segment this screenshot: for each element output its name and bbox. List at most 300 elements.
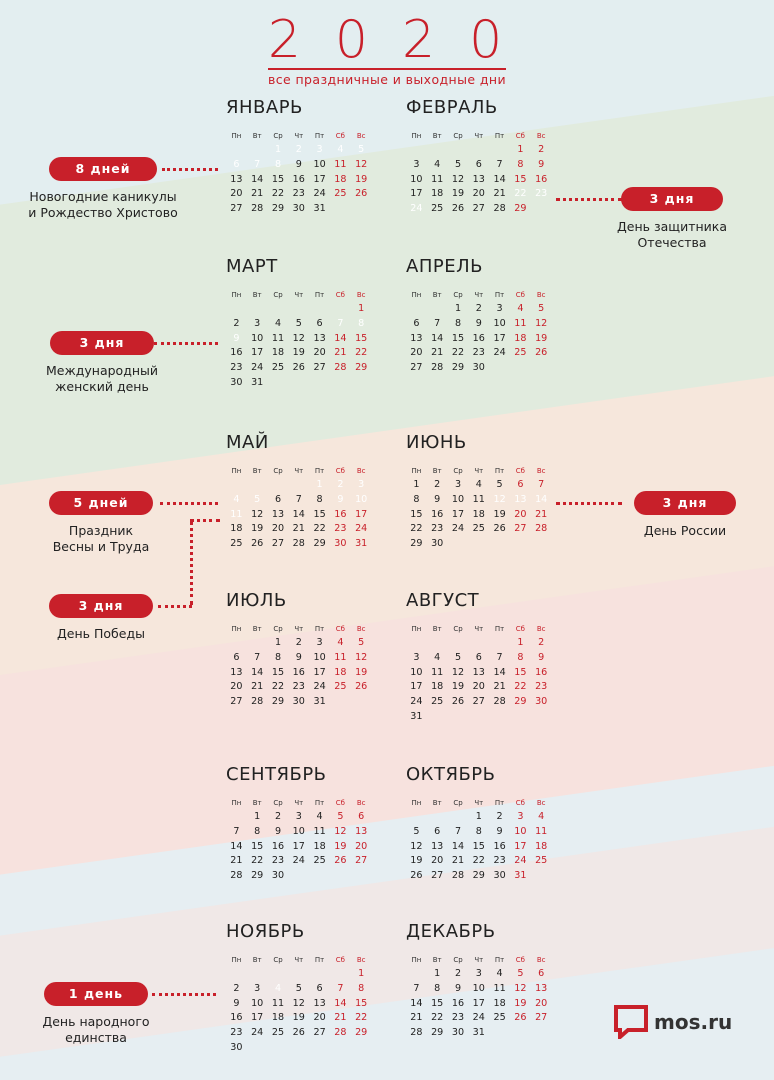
weekday-label: Вс (356, 625, 366, 633)
week-row (406, 522, 566, 537)
day: 15 (271, 666, 285, 678)
empty-cell (330, 376, 351, 391)
weekday-label: Чт (474, 467, 484, 475)
weekend-day: 19 (355, 666, 368, 678)
holiday-count-badge: 5 дней (49, 491, 153, 515)
weekday-header (406, 953, 566, 967)
weekday-header (226, 796, 386, 810)
day: 11 (431, 666, 444, 678)
holiday-day: 8 (351, 317, 372, 332)
day: 26 (251, 538, 264, 550)
empty-cell (489, 143, 510, 158)
weekday-label: Сб (335, 799, 345, 807)
weekend-day: 7 (337, 982, 344, 994)
weekend-day: 9 (538, 651, 545, 663)
empty-cell (489, 710, 510, 725)
week-row (406, 143, 566, 158)
week-row (406, 680, 566, 695)
day: 6 (316, 317, 323, 329)
holiday-day: 1 (309, 478, 330, 493)
holiday-day: 5 (351, 143, 372, 158)
day: 23 (292, 681, 305, 693)
holiday-name: День Победы (57, 626, 145, 641)
day: 1 (274, 637, 282, 648)
weekend-day: 18 (535, 840, 548, 852)
month-name: ИЮЛЬ (226, 590, 287, 611)
day: 25 (431, 696, 444, 708)
weekday-label: Чт (474, 291, 484, 299)
week-row (226, 825, 386, 840)
day: 28 (230, 870, 243, 882)
day: 9 (274, 825, 282, 837)
month-name: ИЮНЬ (406, 432, 467, 453)
month-8 (406, 590, 566, 725)
holiday-day: 10 (351, 493, 372, 508)
holiday-name: День защитника Отечества (617, 219, 727, 250)
day: 6 (475, 158, 482, 170)
weekday-label: Пт (314, 132, 325, 140)
empty-cell (309, 869, 330, 884)
weekday-label: Сб (515, 799, 525, 807)
connector-may-labour (160, 502, 218, 505)
weekend-day: 20 (355, 840, 368, 852)
weekday-label: Чт (294, 956, 304, 964)
weekday-header (226, 288, 386, 302)
empty-cell (330, 695, 351, 710)
empty-cell (531, 1026, 552, 1041)
week-row (226, 537, 386, 552)
week-row (226, 869, 386, 884)
holiday-name: Международный женский день (46, 363, 158, 394)
day: 19 (451, 681, 465, 693)
weekday-label: Пн (231, 132, 242, 140)
day: 3 (454, 479, 462, 490)
day: 21 (431, 347, 444, 359)
empty-cell (468, 636, 489, 651)
day: 29 (431, 1027, 444, 1039)
day: 17 (251, 347, 264, 359)
empty-cell (531, 202, 552, 217)
empty-cell (247, 302, 268, 317)
day: 20 (431, 855, 444, 867)
empty-cell (406, 967, 427, 982)
day: 10 (251, 332, 264, 344)
day: 30 (431, 538, 444, 550)
holiday-day: 24 (406, 202, 427, 217)
empty-cell (406, 302, 427, 317)
day: 2 (496, 811, 503, 822)
week-row (226, 202, 386, 217)
empty-cell (406, 636, 427, 651)
day: 12 (451, 173, 465, 185)
day: 9 (233, 997, 240, 1009)
day: 12 (451, 666, 465, 678)
day: 24 (472, 1012, 485, 1024)
weekend-day: 20 (514, 508, 527, 520)
weekend-day: 19 (535, 332, 548, 344)
weekend-day: 15 (514, 173, 527, 185)
week-row (226, 666, 386, 681)
day: 13 (230, 666, 243, 678)
weekday-label: Вт (432, 799, 442, 807)
weekday-label: Пт (494, 132, 505, 140)
empty-cell (330, 967, 351, 982)
empty-cell (309, 376, 330, 391)
day: 11 (472, 493, 485, 505)
holiday-day: 14 (531, 493, 552, 508)
weekday-label: Вс (356, 291, 366, 299)
weekend-day: 14 (334, 997, 347, 1009)
weekday-label: Ср (273, 625, 283, 633)
weekday-label: Пн (231, 956, 242, 964)
day: 24 (251, 1027, 264, 1039)
day: 9 (454, 982, 462, 994)
day: 27 (313, 362, 326, 374)
day: 26 (493, 523, 506, 535)
callout-march (30, 331, 174, 395)
empty-cell (351, 376, 372, 391)
weekend-day: 5 (337, 811, 344, 822)
week-row (226, 493, 386, 508)
day: 27 (472, 203, 485, 215)
day: 10 (451, 493, 465, 505)
day: 7 (434, 317, 441, 329)
holiday-day: 8 (268, 158, 289, 173)
day: 23 (292, 188, 305, 200)
empty-cell (288, 869, 309, 884)
day: 21 (410, 1012, 423, 1024)
month-name: АВГУСТ (406, 590, 480, 611)
day: 16 (230, 1012, 243, 1024)
month-9 (226, 764, 386, 884)
day: 19 (451, 188, 465, 200)
holiday-day: 5 (247, 493, 268, 508)
day: 23 (271, 855, 285, 867)
speech-bubble-icon (614, 1005, 648, 1039)
connector-may-victory-h1 (158, 605, 192, 608)
day: 29 (313, 538, 326, 550)
day: 10 (410, 173, 423, 185)
week-row (406, 508, 566, 523)
weekday-label: Вт (252, 291, 262, 299)
day: 15 (410, 508, 423, 520)
callout-june (614, 491, 756, 539)
weekend-day: 20 (535, 997, 548, 1009)
day: 1 (475, 811, 482, 822)
week-row (226, 854, 386, 869)
day: 2 (233, 982, 240, 994)
weekend-day: 7 (538, 479, 545, 490)
weekend-day: 17 (514, 840, 527, 852)
day: 8 (413, 493, 420, 505)
empty-cell (226, 478, 247, 493)
day: 17 (251, 1012, 264, 1024)
day: 30 (230, 1041, 243, 1053)
weekend-day: 25 (514, 347, 527, 359)
day: 25 (271, 1027, 285, 1039)
weekend-day: 27 (355, 855, 368, 867)
weekday-label: Чт (294, 625, 304, 633)
weekend-day: 15 (355, 332, 368, 344)
week-row (226, 651, 386, 666)
week-row (406, 854, 566, 869)
day: 6 (413, 317, 420, 329)
day: 18 (271, 1012, 285, 1024)
day: 31 (313, 203, 326, 215)
day: 15 (431, 997, 444, 1009)
day: 3 (316, 637, 323, 648)
holiday-day: 2 (330, 478, 351, 493)
weekday-label: Пн (231, 291, 242, 299)
day: 25 (431, 203, 444, 215)
day: 23 (230, 362, 243, 374)
day: 8 (274, 651, 282, 663)
weekend-day: 29 (355, 1027, 368, 1039)
weekday-label: Пн (411, 625, 422, 633)
month-4 (406, 256, 566, 376)
day: 3 (413, 158, 420, 170)
weekend-day: 12 (334, 825, 347, 837)
weekday-label: Сб (335, 956, 345, 964)
holiday-day: 1 (268, 143, 289, 158)
day: 13 (472, 666, 485, 678)
weekend-day: 21 (535, 508, 548, 520)
day: 20 (313, 347, 326, 359)
week-row (406, 317, 566, 332)
empty-cell (330, 869, 351, 884)
week-row (226, 982, 386, 997)
day: 10 (410, 666, 423, 678)
day: 22 (431, 1012, 444, 1024)
day: 21 (251, 681, 264, 693)
day: 22 (271, 188, 285, 200)
empty-cell (531, 537, 552, 552)
weekday-label: Ср (273, 132, 283, 140)
empty-cell (288, 478, 309, 493)
weekday-header (226, 129, 386, 143)
day: 12 (251, 508, 264, 520)
weekday-label: Ср (273, 799, 283, 807)
weekend-day: 22 (514, 681, 527, 693)
day: 22 (271, 681, 285, 693)
weekend-day: 28 (535, 523, 548, 535)
holiday-day: 9 (226, 332, 247, 347)
day: 15 (313, 508, 326, 520)
day: 13 (431, 840, 444, 852)
weekend-day: 11 (334, 651, 347, 663)
weekend-day: 8 (517, 158, 524, 170)
weekend-day: 12 (514, 982, 527, 994)
day: 21 (251, 188, 264, 200)
weekend-day: 12 (355, 158, 368, 170)
weekend-day: 14 (334, 332, 347, 344)
empty-cell (351, 869, 372, 884)
weekday-label: Ср (453, 132, 463, 140)
empty-cell (489, 1026, 510, 1041)
mos-logo[interactable] (614, 1005, 732, 1039)
empty-cell (226, 636, 247, 651)
weekday-label: Чт (294, 467, 304, 475)
day: 9 (496, 825, 503, 837)
month-name: СЕНТЯБРЬ (226, 764, 327, 785)
weekday-label: Пн (411, 291, 422, 299)
week-row (226, 810, 386, 825)
day: 8 (254, 825, 261, 837)
weekday-header (406, 288, 566, 302)
weekend-day: 24 (514, 855, 527, 867)
month-name: АПРЕЛЬ (406, 256, 483, 277)
weekend-day: 1 (358, 303, 365, 314)
week-row (406, 982, 566, 997)
empty-cell (406, 143, 427, 158)
weekend-day: 18 (334, 173, 347, 185)
day: 10 (472, 982, 485, 994)
day: 23 (230, 1027, 243, 1039)
weekday-label: Пн (231, 625, 242, 633)
weekday-label: Пт (314, 291, 325, 299)
weekday-label: Вс (536, 132, 546, 140)
day: 8 (475, 825, 482, 837)
weekend-day: 5 (358, 637, 365, 648)
week-row (226, 187, 386, 202)
day: 9 (434, 493, 441, 505)
weekday-label: Чт (474, 799, 484, 807)
empty-cell (247, 478, 268, 493)
day: 14 (493, 173, 506, 185)
day: 5 (413, 825, 420, 837)
day: 7 (233, 825, 240, 837)
day: 17 (472, 997, 485, 1009)
weekend-day: 26 (355, 681, 368, 693)
weekday-header (406, 622, 566, 636)
week-row (226, 1026, 386, 1041)
holiday-day: 22 (510, 187, 531, 202)
day: 12 (292, 332, 305, 344)
day: 4 (475, 479, 482, 490)
day: 26 (292, 1027, 305, 1039)
year-title: 2020 (267, 10, 537, 70)
empty-cell (510, 537, 531, 552)
day: 24 (410, 696, 423, 708)
day: 18 (493, 997, 506, 1009)
week-row (226, 173, 386, 188)
empty-cell (531, 361, 552, 376)
month-3 (226, 256, 386, 391)
weekend-day: 25 (334, 188, 347, 200)
weekend-day: 26 (355, 188, 368, 200)
day: 31 (472, 1027, 485, 1039)
empty-cell (448, 810, 469, 825)
empty-cell (268, 478, 289, 493)
holiday-name: Новогодние каникулы и Рождество Христово (28, 189, 178, 220)
week-row (406, 1011, 566, 1026)
day: 16 (230, 347, 243, 359)
empty-cell (468, 143, 489, 158)
weekend-day: 4 (517, 303, 524, 314)
day: 15 (271, 173, 285, 185)
week-row (406, 187, 566, 202)
weekday-label: Пн (411, 132, 422, 140)
day: 14 (292, 508, 305, 520)
holiday-count-badge: 3 дня (50, 331, 154, 355)
month-name: МАЙ (226, 432, 269, 453)
day: 6 (316, 982, 323, 994)
day: 2 (454, 968, 462, 979)
weekend-day: 21 (334, 1012, 347, 1024)
week-row (226, 840, 386, 855)
empty-cell (226, 143, 247, 158)
day: 7 (254, 651, 261, 663)
week-row (406, 825, 566, 840)
day: 27 (230, 203, 243, 215)
day: 3 (254, 317, 261, 329)
callout-february (604, 187, 740, 251)
weekday-header (226, 464, 386, 478)
week-row (406, 967, 566, 982)
day: 11 (313, 825, 326, 837)
day: 30 (292, 203, 305, 215)
day: 26 (451, 696, 465, 708)
weekday-label: Ср (453, 291, 463, 299)
callout-may-victory (40, 594, 162, 642)
weekend-day: 29 (514, 696, 527, 708)
empty-cell (448, 537, 469, 552)
day: 21 (451, 855, 465, 867)
holiday-count-badge: 3 дня (621, 187, 723, 211)
day: 18 (472, 508, 485, 520)
month-name: ОКТЯБРЬ (406, 764, 496, 785)
day: 2 (295, 637, 302, 648)
day: 22 (251, 855, 264, 867)
holiday-count-badge: 8 дней (49, 157, 157, 181)
day: 1 (413, 479, 420, 490)
day: 24 (451, 523, 465, 535)
empty-cell (268, 376, 289, 391)
weekend-day: 13 (535, 982, 548, 994)
day: 24 (292, 855, 305, 867)
week-row (406, 869, 566, 884)
day: 13 (410, 332, 423, 344)
week-row (226, 1041, 386, 1056)
connector-january (162, 168, 218, 171)
weekday-label: Пт (314, 467, 325, 475)
day: 28 (410, 1027, 423, 1039)
day: 6 (233, 651, 240, 663)
day: 30 (292, 696, 305, 708)
weekend-day: 11 (535, 825, 548, 837)
weekend-day: 3 (517, 811, 524, 822)
weekend-day: 19 (514, 997, 527, 1009)
month-5 (226, 432, 386, 552)
weekend-day: 22 (355, 347, 368, 359)
weekend-day: 19 (355, 173, 368, 185)
connector-november (152, 993, 216, 996)
weekday-label: Ср (273, 291, 283, 299)
week-row (406, 158, 566, 173)
day: 5 (295, 317, 302, 329)
day: 8 (316, 493, 323, 505)
day: 7 (496, 651, 503, 663)
weekday-label: Вс (356, 799, 366, 807)
day: 28 (493, 696, 506, 708)
day: 7 (295, 493, 302, 505)
weekday-header (406, 129, 566, 143)
weekday-label: Вт (252, 799, 262, 807)
empty-cell (510, 1026, 531, 1041)
weekday-label: Сб (335, 291, 345, 299)
day: 4 (316, 811, 323, 822)
empty-cell (268, 302, 289, 317)
